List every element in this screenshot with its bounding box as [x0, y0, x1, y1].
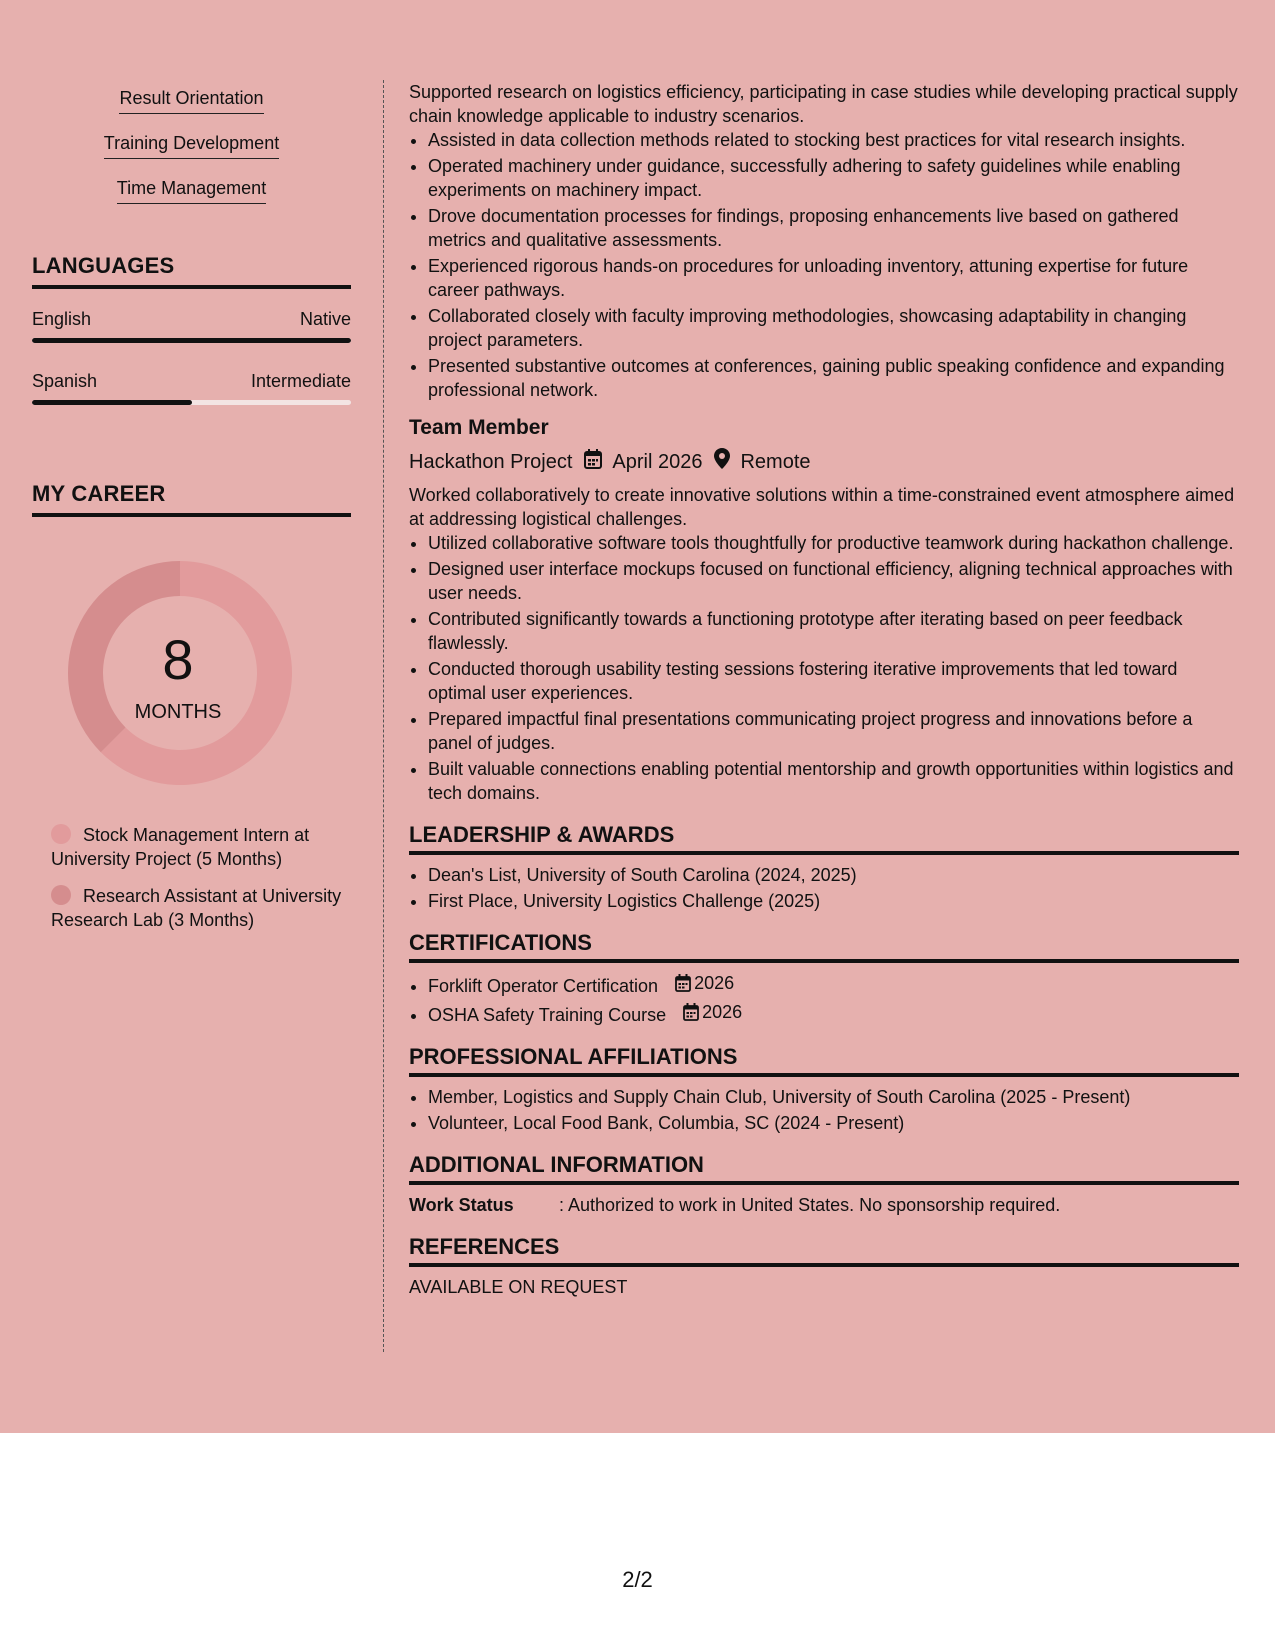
calendar-icon	[675, 974, 691, 992]
references-heading: REFERENCES	[409, 1235, 1239, 1267]
legend-label: Research Assistant at University Research Lab (3 Months)	[51, 886, 342, 930]
affiliations-list	[409, 1085, 1239, 1135]
certifications-list	[409, 971, 1239, 1027]
experience-bullets	[409, 128, 1239, 402]
calendar-icon	[683, 1003, 699, 1021]
skill-item: Time Management	[117, 178, 266, 204]
award-item: • Dean's List, University of South Carolina (2024, 2025)	[428, 863, 1239, 887]
career-legend	[51, 823, 351, 932]
right-column	[409, 80, 1239, 1299]
bullet-item: • Experienced rigorous hands-on procedures for unloading inventory, attuning expertise for future career pathways.	[428, 254, 1239, 302]
bullet-item: • Drove documentation processes for findings, proposing enhancements live based on gathered metrics and qualitative assessments.	[428, 204, 1239, 252]
bullet-item: • Prepared impactful final presentations communicating project progress and innovations before a panel of judges.	[428, 707, 1239, 755]
role-intro: Worked collaboratively to create innovative solutions within a time-constrained event atmosphere aimed at addressing logistical challenges.	[409, 485, 1235, 529]
experience-intro: Supported research on logistics efficiency, participating in case studies while developing practical supply chain knowledge applicable to industry scenarios.	[409, 82, 1238, 126]
additional-info-heading: ADDITIONAL INFORMATION	[409, 1153, 1239, 1185]
skills-list	[32, 80, 351, 215]
career-unit: MONTHS	[134, 701, 222, 723]
legend-item	[51, 884, 351, 932]
bullet-item: • Collaborated closely with faculty improving methodologies, showcasing adaptability in changing project parameters.	[428, 304, 1239, 352]
language-name: English	[32, 309, 92, 329]
affiliation-item: • Volunteer, Local Food Bank, Columbia, SC (2024 - Present)	[428, 1111, 1239, 1135]
bullet-item: • Contributed significantly towards a functioning prototype after iterating based on peer feedback flawlessly.	[428, 607, 1239, 655]
leadership-heading: LEADERSHIP & AWARDS	[409, 823, 1239, 855]
language-spanish	[32, 371, 351, 405]
work-status-row	[409, 1193, 1239, 1217]
bullet-item: • Built valuable connections enabling potential mentorship and growth opportunities within logistics and tech domains.	[428, 757, 1239, 805]
language-bar	[32, 400, 351, 405]
certification-name: Forklift Operator Certification	[428, 976, 659, 996]
legend-item	[51, 823, 351, 871]
language-bar-fill	[32, 400, 192, 405]
certifications-heading: CERTIFICATIONS	[409, 931, 1239, 963]
column-divider	[383, 80, 384, 1352]
affiliation-item: • Member, Logistics and Supply Chain Club, University of South Carolina (2025 - Present)	[428, 1085, 1239, 1109]
language-level: Intermediate	[250, 371, 351, 391]
bullet-item: • Conducted thorough usability testing sessions fostering iterative improvements that led toward optimal user experiences.	[428, 657, 1239, 705]
skill-item: Result Orientation	[119, 88, 263, 114]
page-number: 2/2	[622, 1567, 653, 1592]
location-pin-icon	[714, 448, 730, 475]
bullet-item: • Designed user interface mockups focused on functional efficiency, aligning technical approaches with user needs.	[428, 557, 1239, 605]
career-donut-chart	[66, 559, 294, 787]
language-name: Spanish	[32, 371, 98, 391]
role-title: Team Member	[409, 416, 549, 439]
certification-item	[428, 971, 1239, 998]
career-total: 8	[162, 628, 194, 691]
language-bar-fill	[32, 338, 351, 343]
skill-item: Training Development	[104, 133, 279, 159]
language-level: Native	[299, 309, 351, 329]
work-status-label: Work Status	[409, 1195, 514, 1215]
career-heading: MY CAREER	[32, 481, 351, 517]
affiliations-heading: PROFESSIONAL AFFILIATIONS	[409, 1045, 1239, 1077]
language-bar	[32, 338, 351, 343]
leadership-list	[409, 863, 1239, 913]
certification-year: 2026	[702, 1002, 743, 1022]
role-org: Hackathon Project	[409, 450, 573, 473]
language-english	[32, 309, 351, 343]
role-bullets	[409, 531, 1239, 805]
certification-year: 2026	[694, 973, 735, 993]
legend-dot	[51, 824, 71, 844]
bullet-item: • Presented substantive outcomes at conferences, gaining public speaking confidence and expanding professional network.	[428, 354, 1239, 402]
calendar-icon	[584, 449, 602, 475]
certification-item	[428, 1000, 1239, 1027]
work-status-value: : Authorized to work in United States. No sponsorship required.	[559, 1195, 1061, 1215]
languages-heading: LANGUAGES	[32, 253, 351, 289]
role-date: April 2026	[612, 450, 703, 473]
bullet-item: • Operated machinery under guidance, successfully adhering to safety guidelines while enabling experiments on machinery impact.	[428, 154, 1239, 202]
left-column	[32, 80, 351, 945]
legend-dot	[51, 885, 71, 905]
bullet-item: • Utilized collaborative software tools thoughtfully for productive teamwork during hackathon challenge.	[428, 531, 1239, 555]
certification-name: OSHA Safety Training Course	[428, 1005, 667, 1025]
role-location: Remote	[740, 450, 811, 473]
role-meta	[409, 448, 1239, 475]
references-text: AVAILABLE ON REQUEST	[409, 1277, 628, 1297]
bullet-item: • Assisted in data collection methods related to stocking best practices for vital research insights.	[428, 128, 1239, 152]
legend-label: Stock Management Intern at University Project (5 Months)	[51, 825, 310, 869]
award-item: • First Place, University Logistics Challenge (2025)	[428, 889, 1239, 913]
